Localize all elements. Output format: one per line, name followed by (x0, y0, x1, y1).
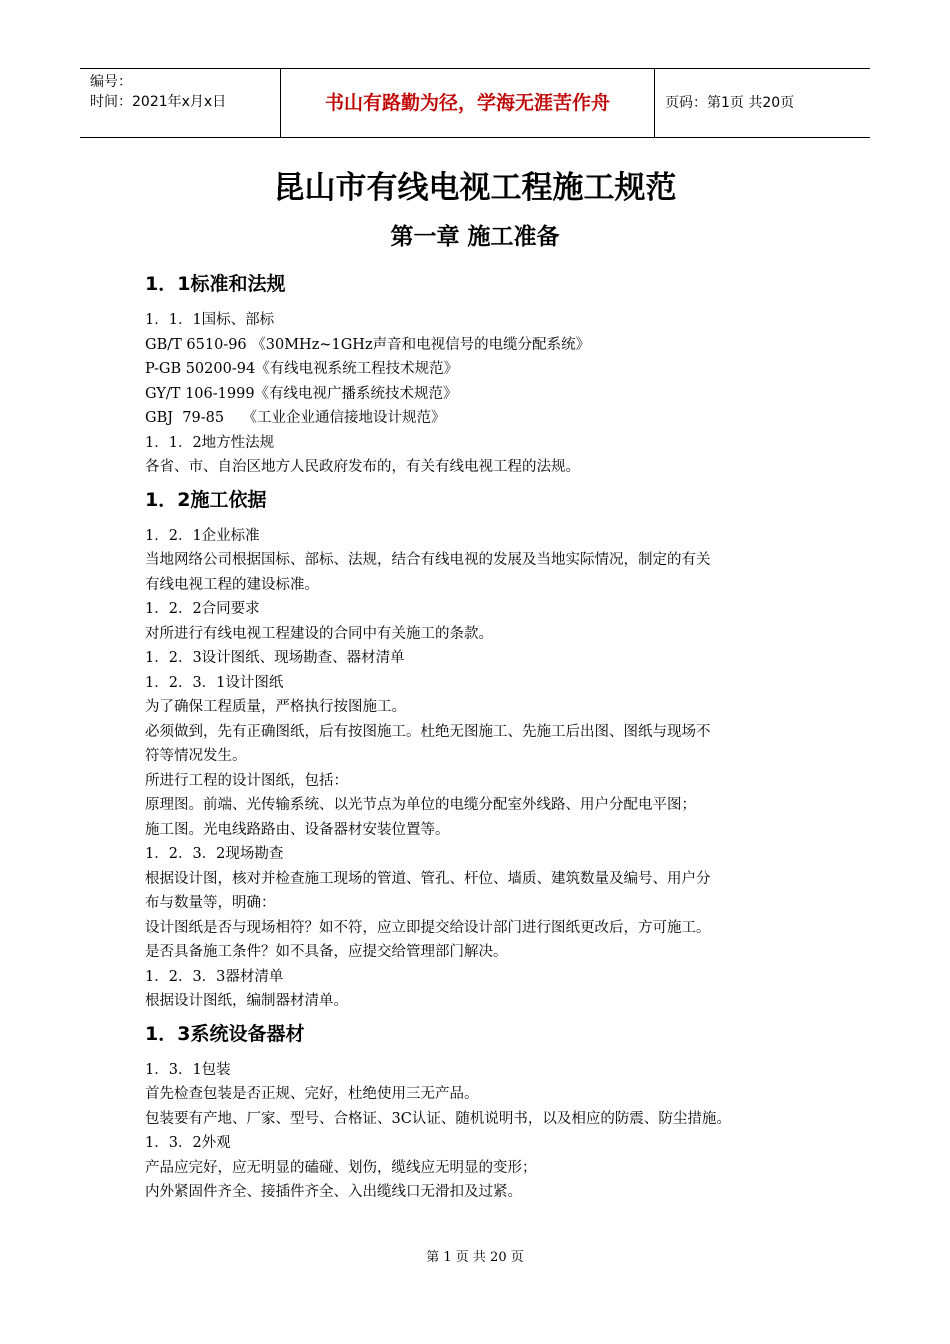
paragraph: 根据设计图纸，编制器材清单。 (145, 993, 348, 1009)
section-heading: 1．3系统设备器材 (145, 1022, 305, 1045)
paragraph: GY/T 106-1999《有线电视广播系统技术规范》 (145, 385, 458, 402)
paragraph: 包装要有产地、厂家、型号、合格证、3C认证、随机说明书，以及相应的防震、防尘措施。 (145, 1110, 731, 1127)
header-number-label: 编号： (90, 74, 132, 90)
paragraph: 各省、市、自治区地方人民政府发布的，有关有线电视工程的法规。 (145, 459, 580, 475)
paragraph: 所进行工程的设计图纸，包括： (145, 772, 348, 789)
header-page-info: 页码：第1页 共20页 (665, 95, 795, 111)
paragraph: 根据设计图，核对并检查施工现场的管道、管孔、杆位、墙质、建筑数量及编号、用户分 (145, 870, 711, 887)
document-title: 昆山市有线电视工程施工规范 (273, 170, 677, 206)
chapter-title: 第一章 施工准备 (390, 224, 560, 250)
paragraph: 1．3．2外观 (145, 1135, 231, 1151)
paragraph: 有线电视工程的建设标准。 (145, 576, 319, 593)
paragraph: 设计图纸是否与现场相符？如不符，应立即提交给设计部门进行图纸更改后，方可施工。 (145, 919, 711, 936)
header-meta (80, 69, 281, 137)
paragraph: 是否具备施工条件？如不具备，应提交给管理部门解决。 (145, 944, 508, 960)
paragraph: 1．2．3．1设计图纸 (145, 674, 284, 691)
section-heading: 1．2施工依据 (145, 488, 267, 511)
paragraph: 为了确保工程质量，严格执行按图施工。 (145, 699, 406, 715)
page-header (80, 68, 870, 138)
paragraph: 首先检查包装是否正规、完好，杜绝使用三无产品。 (145, 1086, 479, 1102)
paragraph: 1．1．1国标、部标 (145, 312, 275, 328)
document-body (145, 268, 825, 1205)
paragraph: 1．2．3设计图纸、现场勘查、器材清单 (145, 650, 405, 666)
paragraph: 1．1．2地方性法规 (145, 434, 275, 451)
paragraph: 1．2．3．3器材清单 (145, 968, 284, 985)
page-footer: 第 1 页 共 20 页 (426, 1250, 524, 1265)
paragraph: 1．2．3．2现场勘查 (145, 846, 284, 862)
paragraph: GBJ 79-85 《工业企业通信接地设计规范》 (145, 410, 446, 426)
paragraph: 1．3．1包装 (145, 1061, 231, 1078)
paragraph: 内外紧固件齐全、接插件齐全、入出缆线口无滑扣及过紧。 (145, 1184, 522, 1200)
header-motto: 书山有路勤为径，学海无涯苦作舟 (281, 69, 655, 137)
paragraph: 施工图。光电线路路由、设备器材安装位置等。 (145, 821, 450, 838)
section-heading: 1．1标准和法规 (145, 273, 286, 295)
paragraph: 当地网络公司根据国标、部标、法规，结合有线电视的发展及当地实际情况，制定的有关 (145, 552, 711, 568)
paragraph: GB/T 6510-96 《30MHz~1GHz声音和电视信号的电缆分配系统》 (145, 336, 591, 353)
paragraph: 1．2．1企业标准 (145, 527, 260, 544)
paragraph: 布与数量等，明确： (145, 895, 276, 911)
paragraph: 原理图。前端、光传输系统、以光节点为单位的电缆分配室外线路、用户分配电平图； (145, 797, 696, 813)
paragraph: 必须做到，先有正确图纸，后有按图施工。杜绝无图施工、先施工后出图、图纸与现场不 (145, 723, 711, 740)
paragraph: 对所进行有线电视工程建设的合同中有关施工的条款。 (145, 625, 493, 642)
paragraph: 1．2．2合同要求 (145, 601, 260, 617)
paragraph: P-GB 50200-94《有线电视系统工程技术规范》 (145, 361, 459, 377)
header-time-label: 时间：2021年x月x日 (90, 94, 227, 110)
paragraph: 产品应完好，应无明显的磕碰、划伤，缆线应无明显的变形； (145, 1159, 537, 1176)
paragraph: 符等情况发生。 (145, 748, 247, 764)
